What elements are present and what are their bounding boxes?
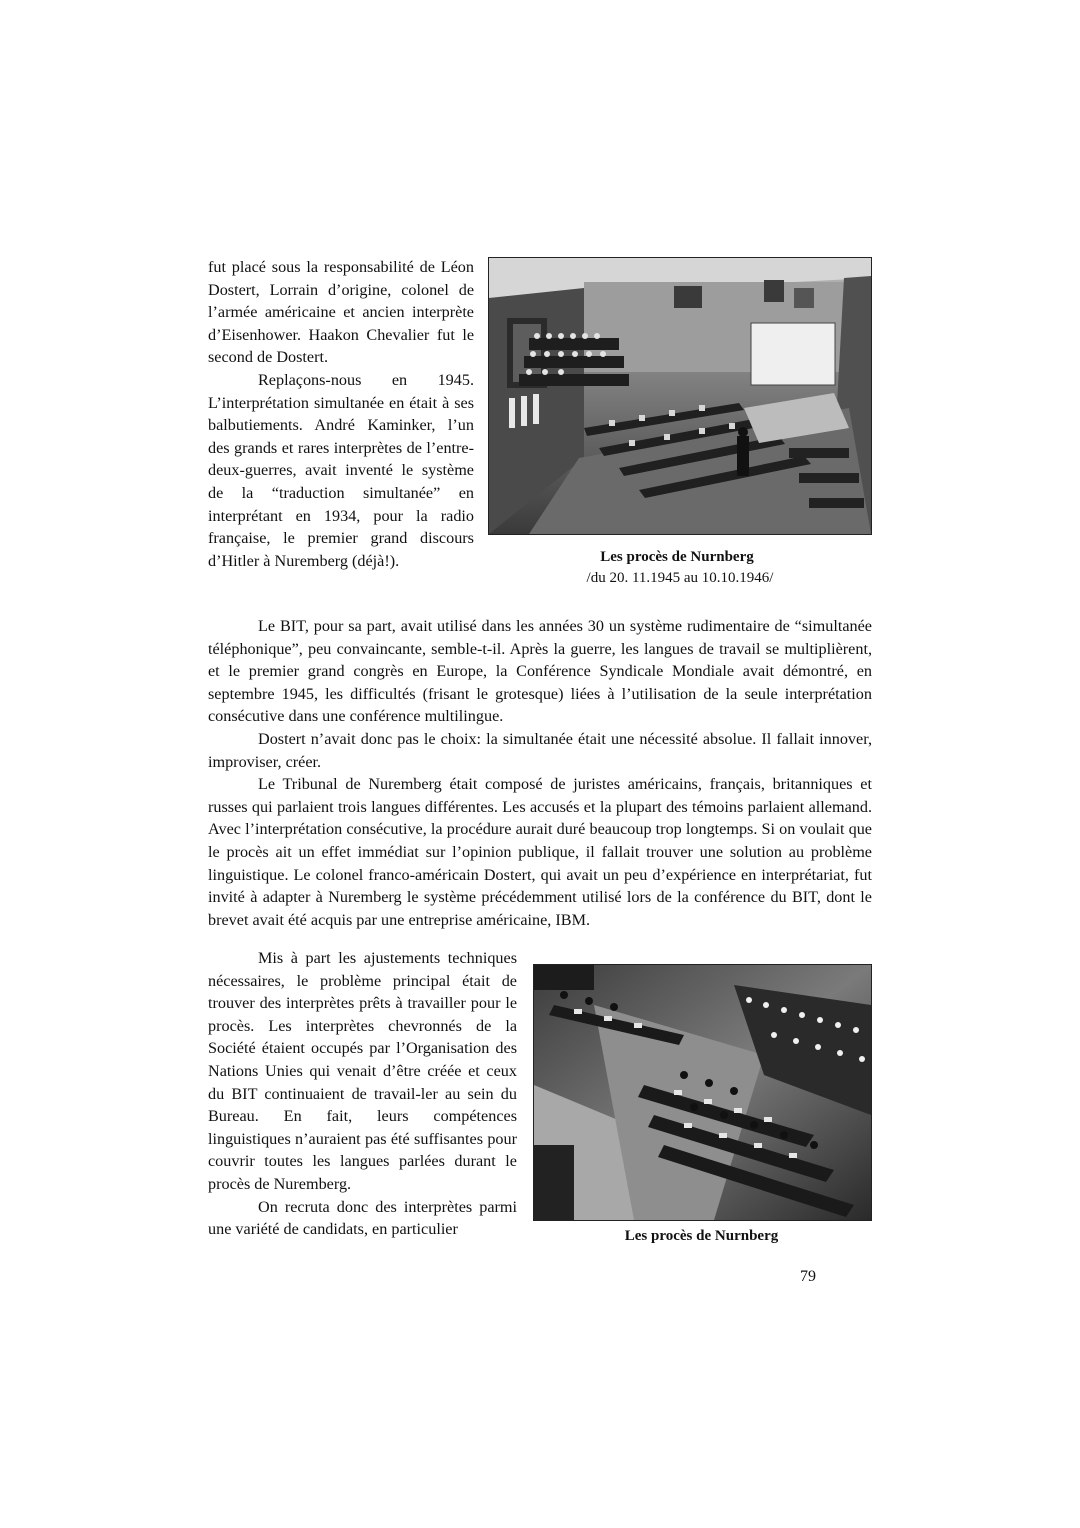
courtroom-photo-2 [533, 964, 872, 1221]
paragraph-1: fut placé sous la responsabilité de Léon Dostert, Lorrain d’origine, colonel de l’armée américaine et ancien interprète d’Eisenhower. Haakon Chevalier fut le second de Dostert. [208, 258, 474, 367]
figure-1-dates: /du 20. 11.1945 au 10.10.1946/ [586, 570, 774, 586]
courtroom-photo-1 [488, 257, 872, 535]
figure-2-caption: Les procès de Nurnberg [624, 1228, 779, 1244]
paragraph-5: Le Tribunal de Nuremberg était composé de juristes américains, français, britanniques et russes qui parlaient trois langues différentes. Les accusés et la plupart des témoins parlaient allemand. Avec l’interprétation consécutive, la procédure aurait duré beaucoup trop longtemps. Si on voulait que le procès ait un effet immédiat sur l’opinion publique, il fallait trouver une solution au problème linguistique. Le colonel franco-américain Dostert, qui avait un peu d’expérience en interprétariat, fut invité à adapter à Nuremberg le système précédemment utilisé lors de la conférence du BIT, dont le brevet avait été acquis par une entreprise américaine, IBM. [208, 775, 872, 929]
paragraph-7: On recruta donc des interprètes parmi une variété de candidats, en particulier [208, 1197, 517, 1239]
paragraph-4: Dostert n’avait donc pas le choix: la simultanée était une nécessité absolue. Il fallait innover, improviser, créer. [208, 729, 872, 771]
text-column-bottom [208, 947, 517, 1241]
paragraph-2: Replaçons-nous en 1945. L’interprétation simultanée en était à ses balbutiements. André Kaminker, l’un des grands et rares interprètes de l’entre-deux-guerres, avait inventé le système de la “traduction simultanée” en interprétant en 1934, pour la radio française, le premier grand discours d’Hitler à Nuremberg (déjà!). [208, 370, 474, 570]
paragraph-3: Le BIT, pour sa part, avait utilisé dans les années 30 un système rudimentaire de “simultanée téléphonique”, peu convaincante, semble-t-il. Après la guerre, les langues de travail se multiplièrent, et le premier grand congrès en Europe, la Conférence Syndicale Mondiale avait démontré, en septembre 1945, les difficultés (frisant le grotesque) liées à l’utilisation de la seule interprétation consécutive dans une conférence multilingue. [208, 617, 872, 726]
paragraph-6: Mis à part les ajustements techniques nécessaires, le problème principal était de trouver des interprètes prêts à travailler pour le procès. Les interprètes chevronnés de la Société étaient occupés par l’Organisation des Nations Unies qui venait d’être créée et ceux du BIT continuaient de travail-ler au sein du Bureau. En fait, leurs compétences linguistiques n’auraient pas été suffisantes pour couvrir toutes les langues parlées durant le procès de Nuremberg. [208, 949, 517, 1193]
figure-1-title: Les procès de Nurnberg [600, 549, 754, 565]
text-full-width [208, 615, 872, 931]
figure-1-caption [480, 547, 880, 589]
page-number: 79 [800, 1268, 816, 1285]
text-column-top [208, 256, 474, 572]
